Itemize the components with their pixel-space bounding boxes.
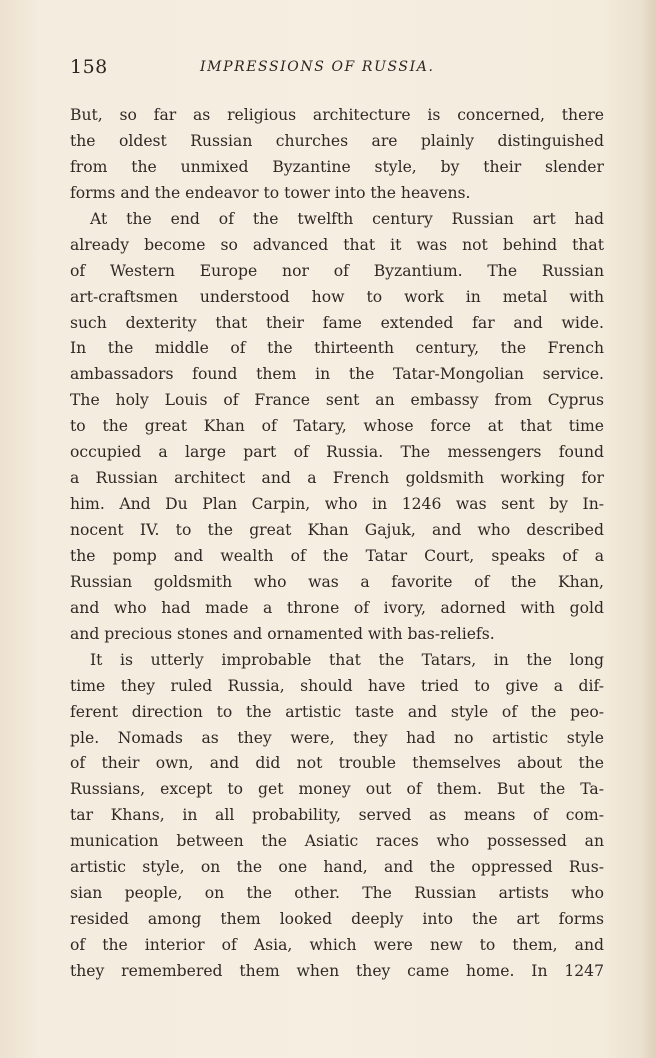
text-line: and precious stones and ornamented with bas-reliefs. <box>70 624 495 643</box>
page-number: 158 <box>70 56 108 78</box>
text-line: of their own, and did not trouble themselves about the <box>70 754 604 773</box>
text-line: him. And Du Plan Carpin, who in 1246 was sent by In- <box>70 495 604 514</box>
text-line: already become so advanced that it was not behind that <box>70 235 604 254</box>
text-line: It is utterly improbable that the Tatars, in the long <box>90 650 604 669</box>
body-text <box>70 103 604 985</box>
text-line: ferent direction to the artistic taste and style of the peo- <box>70 702 604 721</box>
text-line: from the unmixed Byzantine style, by their slender <box>70 157 604 176</box>
text-line: such dexterity that their fame extended far and wide. <box>70 313 604 332</box>
text-line: the oldest Russian churches are plainly distinguished <box>70 131 604 150</box>
text-line: of Western Europe nor of Byzantium. The Russian <box>70 261 604 280</box>
text-line: forms and the endeavor to tower into the heavens. <box>70 183 471 202</box>
text-line: sian people, on the other. The Russian artists who <box>70 884 604 903</box>
text-line: nocent IV. to the great Khan Gajuk, and who described <box>70 521 604 539</box>
text-line: Russians, except to get money out of them. But the Ta- <box>70 780 604 799</box>
text-line: Russian goldsmith who was a favorite of the Khan, <box>70 572 604 591</box>
text-line: At the end of the twelfth century Russian art had <box>90 209 604 228</box>
text-line: In the middle of the thirteenth century, the French <box>70 339 604 358</box>
text-line: tar Khans, in all probability, served as means of com- <box>70 806 604 825</box>
text-line: and who had made a throne of ivory, adorned with gold <box>70 598 604 617</box>
running-title: IMPRESSIONS OF RUSSIA. <box>200 59 435 75</box>
text-line: ple. Nomads as they were, they had no artistic style <box>70 728 604 747</box>
text-line: ambassadors found them in the Tatar-Mongolian service. <box>70 365 604 384</box>
text-line: The holy Louis of France sent an embassy from Cyprus <box>70 391 604 410</box>
text-line: of the interior of Asia, which were new to them, and <box>70 936 604 954</box>
text-line: to the great Khan of Tatary, whose force at that time <box>70 417 604 436</box>
text-line: art-craftsmen understood how to work in metal with <box>70 287 604 306</box>
text-line: time they ruled Russia, should have tried to give a dif- <box>70 676 604 695</box>
running-head <box>70 56 604 82</box>
text-line: resided among them looked deeply into the art forms <box>70 910 604 929</box>
text-line: a Russian architect and a French goldsmith working for <box>70 469 604 488</box>
text-line: they remembered them when they came home. In 1247 <box>70 961 604 980</box>
text-line: But, so far as religious architecture is concerned, there <box>70 106 604 124</box>
text-line: occupied a large part of Russia. The messengers found <box>70 443 604 462</box>
text-line: munication between the Asiatic races who possessed an <box>70 832 604 851</box>
text-line: the pomp and wealth of the Tatar Court, speaks of a <box>70 546 604 565</box>
text-line: artistic style, on the one hand, and the oppressed Rus- <box>70 858 604 877</box>
